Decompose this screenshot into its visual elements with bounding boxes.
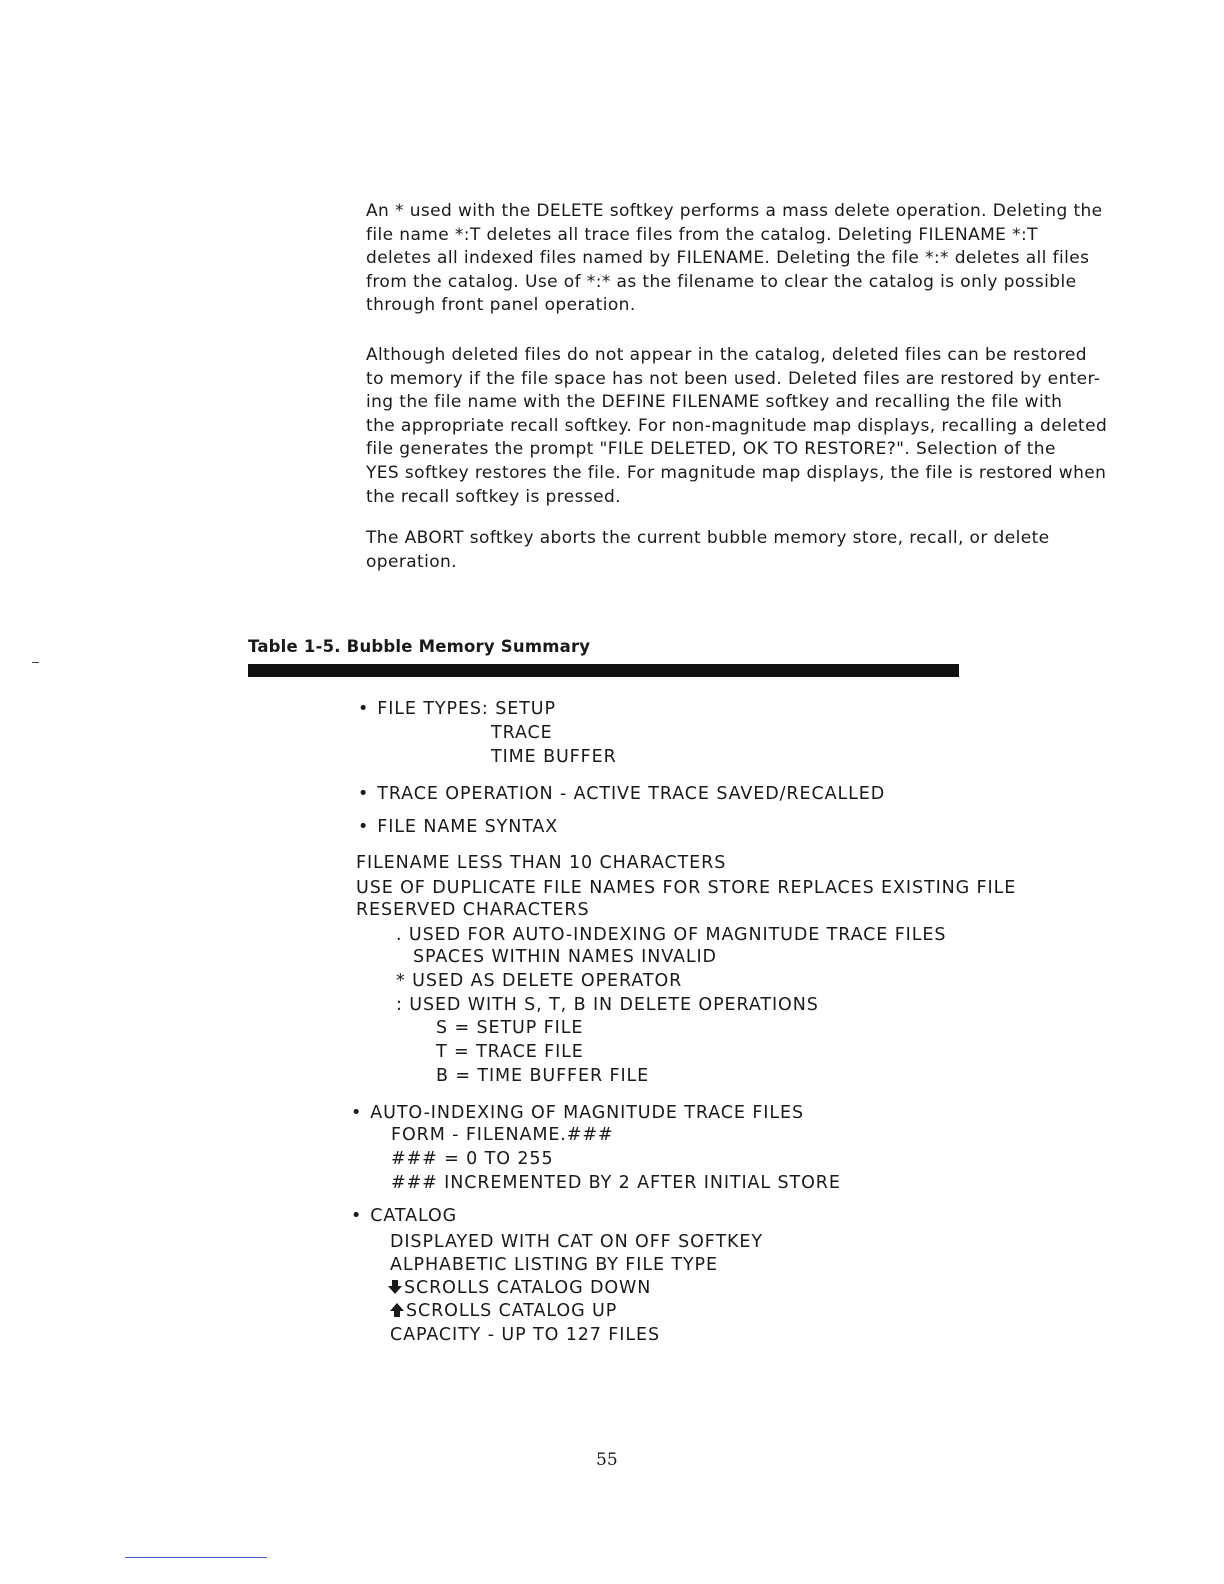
- table-title: Table 1-5. Bubble Memory Summary: [248, 637, 591, 656]
- text-line: YES softkey restores the file. For magnitude map displays, the file is restored when: [366, 462, 1107, 483]
- summary-line: TIME BUFFER: [491, 747, 617, 767]
- summary-item: • TRACE OPERATION - ACTIVE TRACE SAVED/RECALLED: [358, 784, 886, 804]
- summary-line: S = SETUP FILE: [436, 1018, 584, 1038]
- summary-line: FILENAME LESS THAN 10 CHARACTERS: [356, 853, 727, 873]
- bullet-icon: •: [358, 699, 370, 719]
- bottom-rule: [125, 1557, 267, 1558]
- text-line: the recall softkey is pressed.: [366, 486, 621, 507]
- summary-line: ALPHABETIC LISTING BY FILE TYPE: [390, 1255, 718, 1275]
- summary-line: DISPLAYED WITH CAT ON OFF SOFTKEY: [390, 1232, 763, 1252]
- arrow-up-icon: [390, 1303, 404, 1317]
- text-line: through front panel operation.: [366, 295, 636, 316]
- summary-line: TRACE: [491, 723, 553, 743]
- arrow-down-icon: [388, 1280, 402, 1294]
- text-line: file name *:T deletes all trace files from the catalog. Deleting FILENAME *:T: [366, 224, 1038, 245]
- summary-item: • FILE NAME SYNTAX: [358, 817, 559, 837]
- bullet-icon: •: [358, 784, 370, 804]
- text-line: to memory if the file space has not been used. Deleted files are restored by enter-: [366, 368, 1101, 389]
- summary-item: • AUTO-INDEXING OF MAGNITUDE TRACE FILES: [351, 1103, 804, 1123]
- summary-item: • CATALOG: [351, 1206, 458, 1226]
- summary-line: SPACES WITHIN NAMES INVALID: [413, 947, 717, 967]
- margin-mark: [32, 662, 39, 663]
- summary-line: RESERVED CHARACTERS: [356, 900, 590, 920]
- summary-line: * USED AS DELETE OPERATOR: [396, 971, 683, 991]
- bullet-icon: •: [351, 1103, 363, 1123]
- bullet-icon: •: [351, 1206, 363, 1226]
- text-line: from the catalog. Use of *:* as the filename to clear the catalog is only possible: [366, 271, 1077, 292]
- text-line: deletes all indexed files named by FILENAME. Deleting the file *:* deletes all files: [366, 248, 1090, 269]
- summary-line: SCROLLS CATALOG UP: [390, 1300, 617, 1322]
- summary-line: . USED FOR AUTO-INDEXING OF MAGNITUDE TRACE FILES: [396, 925, 947, 945]
- text-line: the appropriate recall softkey. For non-magnitude map displays, recalling a deleted: [366, 415, 1108, 436]
- text-line: Although deleted files do not appear in the catalog, deleted files can be restored: [366, 345, 1087, 365]
- bullet-icon: •: [358, 817, 370, 837]
- summary-line: ### INCREMENTED BY 2 AFTER INITIAL STORE: [391, 1173, 841, 1193]
- summary-line: USE OF DUPLICATE FILE NAMES FOR STORE REPLACES EXISTING FILE: [356, 878, 1017, 898]
- summary-item: • FILE TYPES: SETUP: [358, 699, 556, 719]
- summary-line: : USED WITH S, T, B IN DELETE OPERATIONS: [396, 995, 819, 1015]
- summary-line: FORM - FILENAME.###: [391, 1125, 614, 1145]
- summary-line: SCROLLS CATALOG DOWN: [388, 1277, 651, 1299]
- summary-line: T = TRACE FILE: [436, 1042, 584, 1062]
- summary-line: ### = 0 TO 255: [391, 1149, 554, 1169]
- summary-line: B = TIME BUFFER FILE: [436, 1066, 650, 1086]
- text-line: operation.: [366, 551, 458, 572]
- summary-line: CAPACITY - UP TO 127 FILES: [390, 1325, 660, 1345]
- text-line: ing the file name with the DEFINE FILENAME softkey and recalling the file with: [366, 392, 1063, 413]
- text-line: The ABORT softkey aborts the current bubble memory store, recall, or delete: [366, 528, 1050, 548]
- text-line: An * used with the DELETE softkey performs a mass delete operation. Deleting the: [366, 201, 1103, 221]
- text-line: file generates the prompt "FILE DELETED, OK TO RESTORE?". Selection of the: [366, 439, 1056, 460]
- page-number: 55: [596, 1450, 618, 1470]
